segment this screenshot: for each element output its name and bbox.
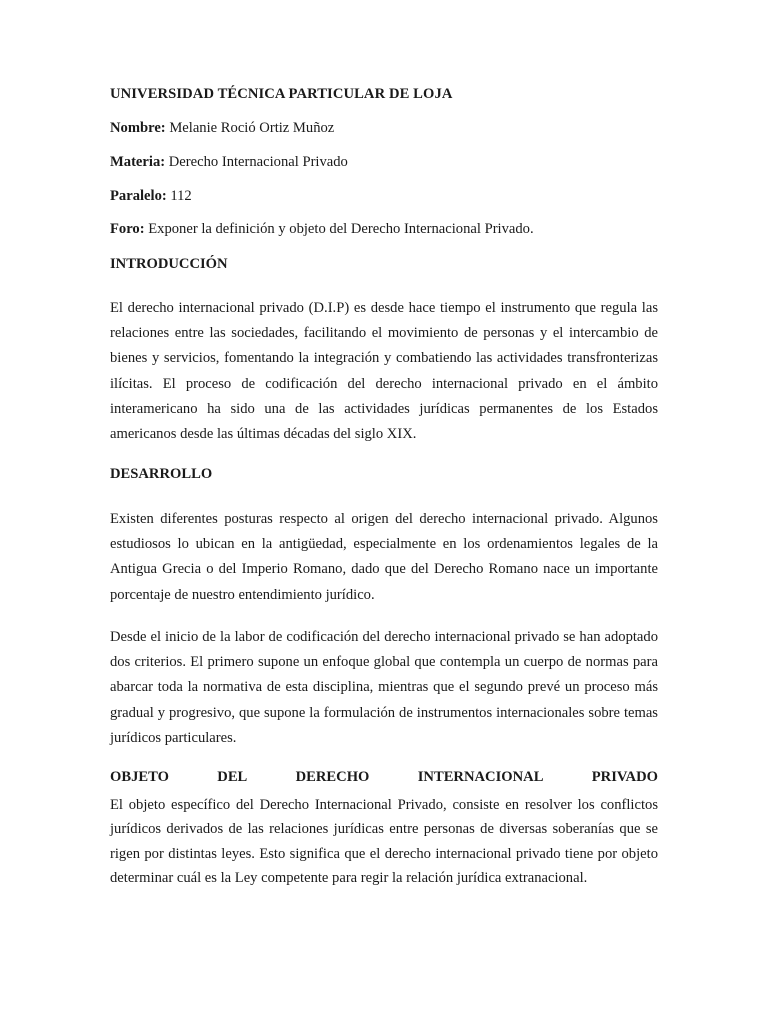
desarrollo-text-1: Existen diferentes posturas respecto al origen del derecho internacional privado. Algunos estudiosos lo ubican en la antigüedad, especialmente en los ordenamientos legales de la Antigua Grecia o del Imperio Romano, dado que del Derecho Romano nace un importante porcentaje de nuestro entendimiento jurídico. [110, 511, 658, 603]
objeto-text: El objeto específico del Derecho Internacional Privado, consiste en resolver los conflictos jurídicos derivados de las relaciones jurídicas entre personas de diversas soberanías que se rigen por distintas leyes. Esto significa que el derecho internacional privado tiene por objeto determinar cuál es la Ley competente para regir la relación jurídica extranacional. [110, 797, 658, 887]
field-nombre [110, 119, 334, 137]
field-foro [110, 220, 534, 238]
objeto-heading-word: OBJETO [110, 769, 169, 785]
field-paralelo [110, 187, 192, 205]
foro-label: Foro: [110, 221, 145, 237]
objeto-paragraph [110, 793, 658, 891]
objeto-heading [110, 768, 658, 786]
desarrollo-heading: DESARROLLO [110, 466, 213, 482]
introduccion-text: El derecho internacional privado (D.I.P) es desde hace tiempo el instrumento que regula las relaciones entre las sociedades, facilitando el movimiento de personas y el intercambio de bienes y servicios, fomentando la integración y combatiendo las actividades transfronterizas ilícitas. El proceso de codificación del derecho internacional privado en el ámbito interamericano ha sido una de las actividades jurídicas permanentes de los Estados americanos desde las últimas décadas del siglo XIX. [110, 300, 658, 443]
nombre-label: Nombre: [110, 120, 166, 136]
objeto-heading-word: DEL [217, 769, 248, 785]
desarrollo-paragraph-1 [110, 507, 658, 608]
materia-label: Materia: [110, 154, 166, 170]
objeto-heading-word: INTERNACIONAL [417, 769, 544, 785]
foro-value: Exponer la definición y objeto del Derecho Internacional Privado. [144, 221, 534, 237]
paralelo-label: Paralelo: [110, 188, 167, 204]
introduccion-heading: INTRODUCCIÓN [110, 256, 228, 272]
materia-value: Derecho Internacional Privado [165, 154, 348, 170]
desarrollo-text-2: Desde el inicio de la labor de codificación del derecho internacional privado se han adoptado dos criterios. El primero supone un enfoque global que contempla un cuerpo de normas para abarcar toda la normativa de esta disciplina, mientras que el segundo prevé un proceso más gradual y progresivo, que supone la formulación de instrumentos internacionales sobre temas jurídicos particulares. [110, 629, 658, 746]
objeto-heading-word: DERECHO [295, 769, 370, 785]
paralelo-value: 112 [166, 188, 192, 204]
introduccion-paragraph [110, 296, 658, 447]
nombre-value: Melanie Roció Ortiz Muñoz [165, 120, 335, 136]
desarrollo-paragraph-2 [110, 625, 658, 751]
university-title: UNIVERSIDAD TÉCNICA PARTICULAR DE LOJA [110, 86, 453, 102]
field-materia [110, 153, 348, 171]
objeto-heading-word: PRIVADO [591, 769, 658, 785]
